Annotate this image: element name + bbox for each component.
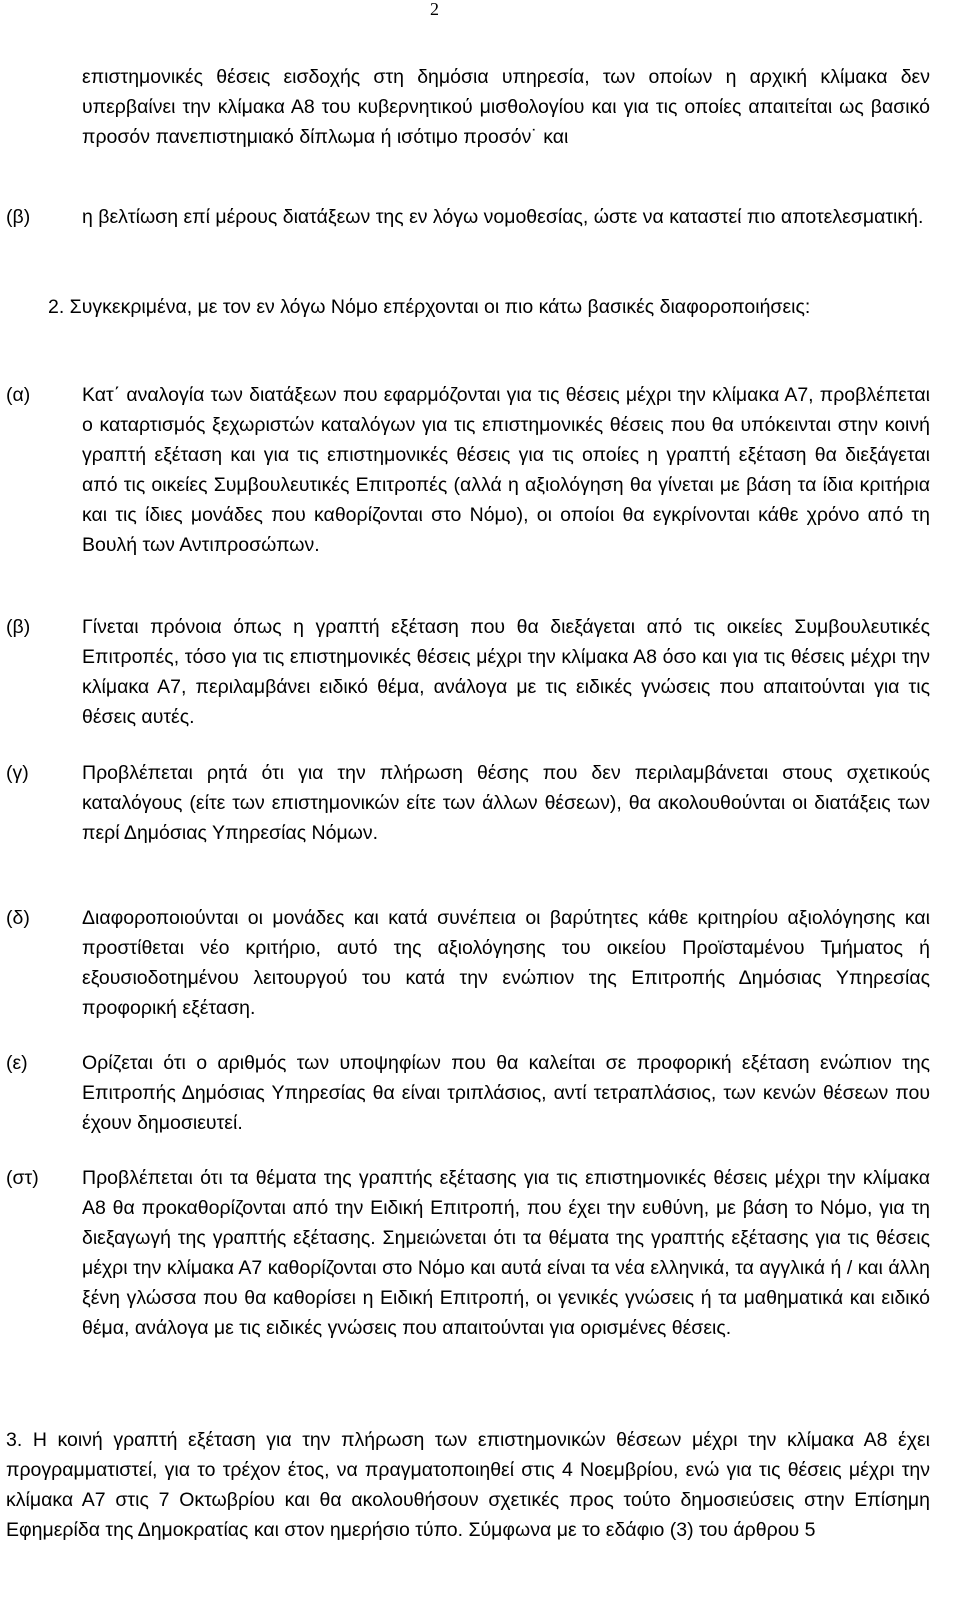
section-2-text: 2. Συγκεκριμένα, με τον εν λόγω Νόμο επέρχονται οι πιο κάτω βασικές διαφοροποιήσεις: [48,296,811,318]
page-number: 2 [430,0,439,19]
intro-continuation-text: επιστημονικές θέσεις εισδοχής στη δημόσια υπηρεσία, των οποίων η αρχική κλίμακα δεν υπερβαίνει την κλίμακα Α8 του κυβερνητικού μισθολογίου και για τις οποίες απαιτείται ως βασικό προσόν πανεπιστημιακό δίπλωμα ή ισότιμο προσόν˙ και [82,66,930,148]
section-2-paragraph [6,292,930,322]
section-2-item-a [6,380,930,560]
intro-continuation [6,62,930,152]
item-label: (γ) [6,762,29,784]
item-text: Γίνεται πρόνοια όπως η γραπτή εξέταση που θα διεξάγεται από τις οικείες Συμβουλευτικές Επιτροπές, τόσο για τις επιστημονικές θέσεις μέχρι την κλίμακα Α8 όσο και για τις θέσεις μέχρι την κλίμακα Α7, περιλαμβάνει ειδικό θέμα, ανάλογα με τις ειδικές γνώσεις που απαιτούνται για τις θέσεις αυτές. [82,616,930,728]
section-3-paragraph [6,1425,930,1545]
item-text: Κατ΄ αναλογία των διατάξεων που εφαρμόζονται για τις θέσεις μέχρι την κλίμακα Α7, προβλέπεται ο καταρτισμός ξεχωριστών καταλόγων για τις επιστημονικές θέσεις που θα υπόκεινται στην κοινή γραπτή εξέταση και για τις επιστημονικές θέσεις για τις οποίες η γραπτή εξέταση θα διεξάγεται από τις οικείες Συμβουλευτικές Επιτροπές (αλλά η αξιολόγηση θα γίνεται με βάση τα ίδια κριτήρια και τις ίδιες μονάδες που καθορίζονται στο Νόμο), οι οποίοι θα εγκρίνονται κάθε χρόνο από τη Βουλή των Αντιπροσώπων. [82,384,930,556]
item-text: Προβλέπεται ρητά ότι για την πλήρωση θέσης που δεν περιλαμβάνεται στους σχετικούς καταλόγους (είτε των επιστημονικών είτε των άλλων θέσεων), θα ακολουθούνται οι διατάξεις των περί Δημόσιας Υπηρεσίας Νόμων. [82,762,930,844]
item-label: (β) [6,616,31,638]
item-text: Ορίζεται ότι ο αριθμός των υποψηφίων που θα καλείται σε προφορική εξέταση ενώπιον της Επιτροπής Δημόσιας Υπηρεσίας θα είναι τριπλάσιος, αντί τετραπλάσιος, των κενών θέσεων που έχουν δημοσιευτεί. [82,1052,930,1134]
section-2-item-d [6,903,930,1023]
item-text: Διαφοροποιούνται οι μονάδες και κατά συνέπεια οι βαρύτητες κάθε κριτηρίου αξιολόγησης και προστίθεται νέο κριτήριο, αυτό της αξιολόγησης του οικείου Προϊσταμένου Τμήματος ή εξουσιοδοτημένου λειτουργού του κατά την ενώπιον της Επιτροπής Δημόσιας Υπηρεσίας προφορική εξέταση. [82,907,930,1019]
intro-item-b [6,202,930,232]
item-label: (στ) [6,1167,39,1189]
section-2-item-f [6,1163,930,1343]
item-text: Προβλέπεται ότι τα θέματα της γραπτής εξέτασης για τις επιστημονικές θέσεις μέχρι την κλίμακα Α8 θα προκαθορίζονται από την Ειδική Επιτροπή, που έχει την ευθύνη, με βάση το Νόμο, για τη διεξαγωγή της γραπτής εξέτασης. Σημειώνεται ότι τα θέματα της γραπτής εξέτασης για τις θέσεις μέχρι την κλίμακα Α7 καθορίζονται στο Νόμο και αυτά είναι τα νέα ελληνικά, τα αγγλικά ή / και άλλη ξένη γλώσσα που θα καθορίσει η Ειδική Επιτροπή, οι γενικές γνώσεις ή τα μαθηματικά και ειδικό θέμα, ανάλογα με τις ειδικές γνώσεις που απαιτούνται για ορισμένες θέσεις. [82,1167,930,1339]
section-2-item-c [6,758,930,848]
section-3-text: 3. Η κοινή γραπτή εξέταση για την πλήρωση των επιστημονικών θέσεων μέχρι την κλίμακα Α8 έχει προγραμματιστεί, για το τρέχον έτος, να πραγματοποιηθεί στις 4 Νοεμβρίου, ενώ για τις θέσεις μέχρι την κλίμακα Α7 στις 7 Οκτωβρίου και θα ακολουθήσουν σχετικές προς τούτο δημοσιεύσεις στην Επίσημη Εφημερίδα της Δημοκρατίας και στον ημερήσιο τύπο. Σύμφωνα με το εδάφιο (3) του άρθρου 5 [6,1429,930,1541]
item-text: η βελτίωση επί μέρους διατάξεων της εν λόγω νομοθεσίας, ώστε να καταστεί πιο αποτελεσματική. [82,206,924,228]
item-label: (ε) [6,1052,28,1074]
section-2-item-b [6,612,930,732]
item-label: (α) [6,384,31,406]
item-label: (β) [6,206,31,228]
item-label: (δ) [6,907,30,929]
section-2-item-e [6,1048,930,1138]
